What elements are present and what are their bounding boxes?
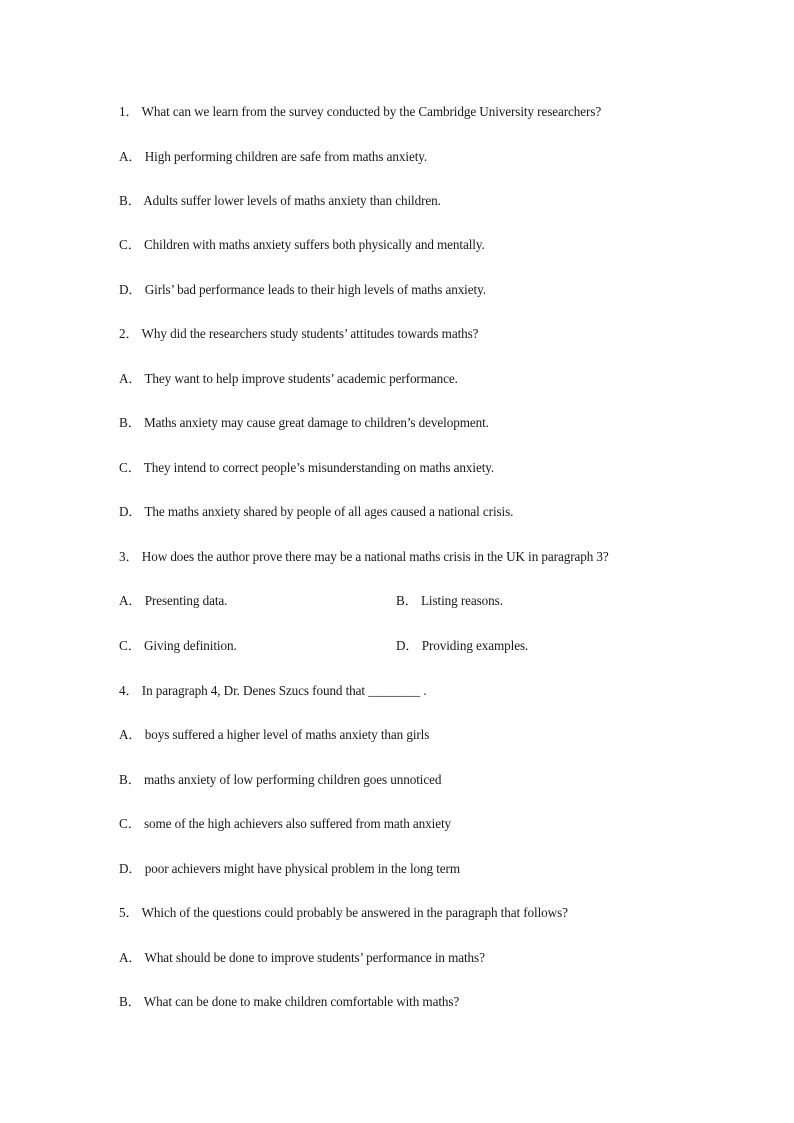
question-4-option-a: A． boys suffered a higher level of maths anxiety than girls: [119, 727, 430, 742]
question-2-stem: 2． Why did the researchers study students’ attitudes towards maths?: [119, 326, 479, 341]
question-3-option-d: D． Providing examples.: [396, 638, 529, 653]
question-3-option-b: B． Listing reasons.: [396, 593, 503, 608]
question-2-option-c: C． They intend to correct people’s misunderstanding on maths anxiety.: [119, 460, 495, 475]
question-5-stem: 5． Which of the questions could probably be answered in the paragraph that follows?: [119, 905, 568, 920]
question-4-option-b: B． maths anxiety of low performing children goes unnoticed: [119, 772, 442, 787]
question-1-option-d: D． Girls’ bad performance leads to their high levels of maths anxiety.: [119, 282, 486, 297]
question-4-stem: 4． In paragraph 4, Dr. Denes Szucs found that ________ .: [119, 683, 427, 698]
question-5-option-b: B． What can be done to make children comfortable with maths?: [119, 994, 460, 1009]
question-3-stem: 3． How does the author prove there may be a national maths crisis in the UK in paragraph 3?: [119, 549, 609, 564]
question-1-stem: 1． What can we learn from the survey conducted by the Cambridge University researchers?: [119, 104, 602, 119]
question-2-option-a: A． They want to help improve students’ academic performance.: [119, 371, 458, 386]
question-4-option-c: C． some of the high achievers also suffered from math anxiety: [119, 816, 452, 831]
question-1-option-a: A． High performing children are safe from maths anxiety.: [119, 149, 428, 164]
question-4-option-d: D． poor achievers might have physical problem in the long term: [119, 861, 460, 876]
question-5-option-a: A． What should be done to improve students’ performance in maths?: [119, 950, 485, 965]
question-3-option-c: C． Giving definition.: [119, 638, 237, 653]
question-2-option-d: D． The maths anxiety shared by people of all ages caused a national crisis.: [119, 504, 514, 519]
question-2-option-b: B． Maths anxiety may cause great damage to children’s development.: [119, 415, 489, 430]
question-3-option-a: A． Presenting data.: [119, 593, 228, 608]
question-1-option-b: B． Adults suffer lower levels of maths anxiety than children.: [119, 193, 441, 208]
question-1-option-c: C． Children with maths anxiety suffers both physically and mentally.: [119, 237, 485, 252]
